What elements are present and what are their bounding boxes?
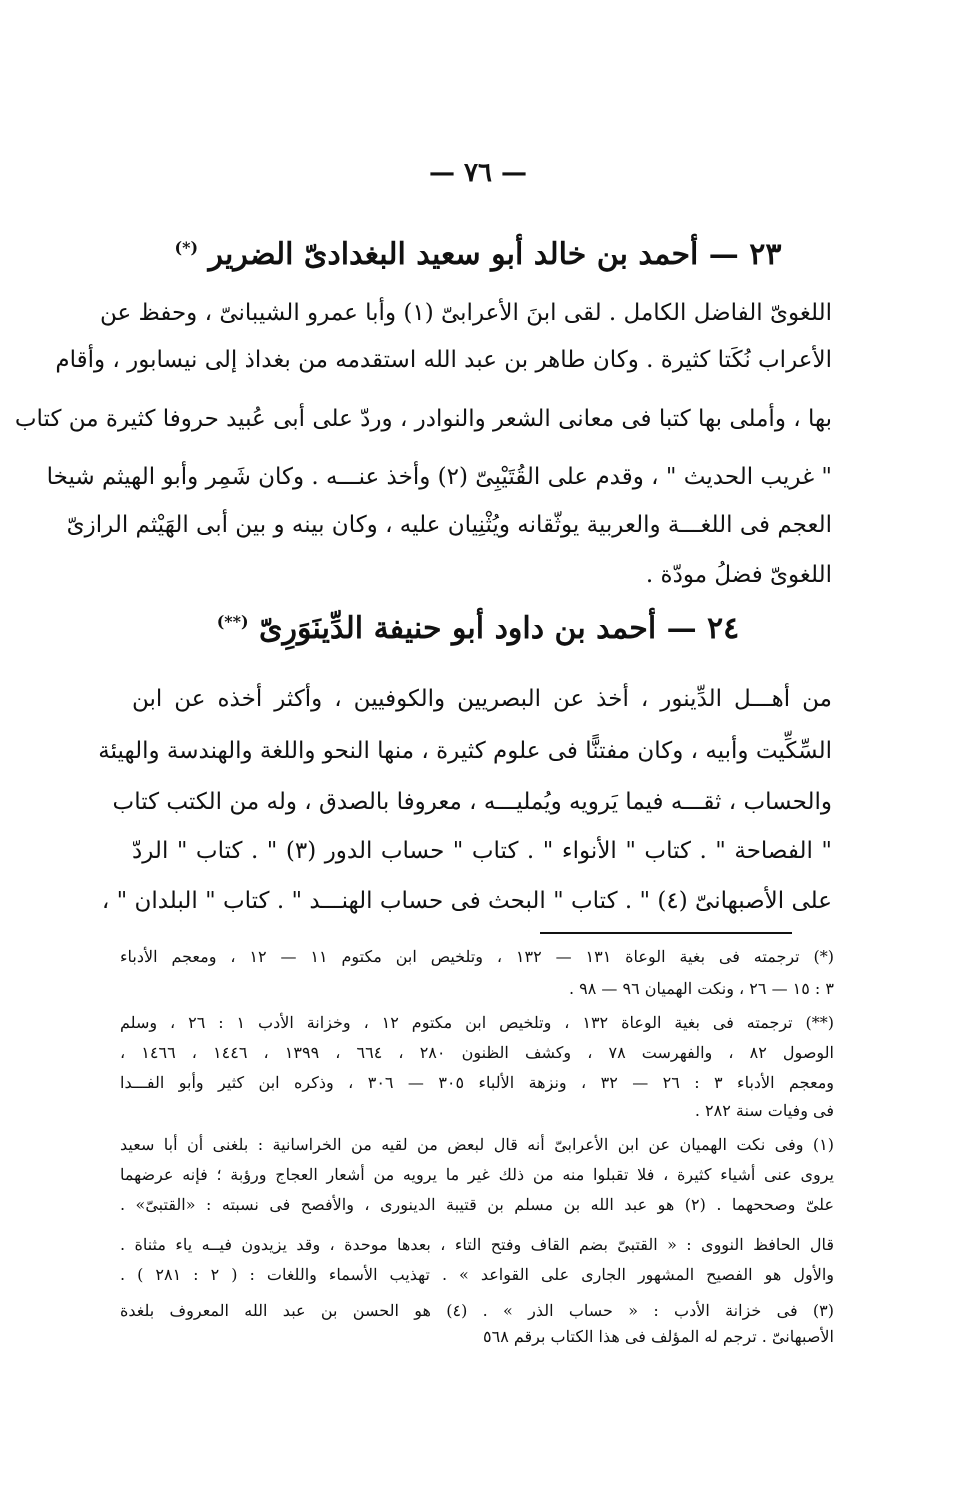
entry-title-24-footnote-mark: (**) [216, 612, 249, 631]
footnote-line: قال الحافظ النووى : « القتبىّ بضم القاف وفتح التاء ، بعدها موحدة ، وقد يزيدون فيــه ياء مثناة . [120, 1235, 834, 1254]
footnote-line: (١) وفى نكت الهميان عن ابن الأعرابىّ أنه قال لبعض من لقيه من الخراسانية : بلغنى أن أبا سعيد [120, 1135, 834, 1154]
entry-title-23-footnote-mark: (*) [174, 238, 199, 257]
footnote-line: علىّ وصححهما . (٢) هو عبد الله بن مسلم بن قتيبة الدينورى ، والأفصح فى نسبته : «القتبىّ» . [120, 1195, 835, 1214]
footnote-line: الأصبهانىّ . ترجم له المؤلف فى هذا الكتاب برقم ٥٦٨ [483, 1327, 834, 1346]
footnote-line: (٣) فى خزانة الأدب : « حساب الذر » . (٤) هو الحسن بن عبد الله المعروف بلغدة [120, 1301, 834, 1320]
entry-24-line: على الأصبهانىّ (٤) " . كتاب " البحث فى حساب الهنـــد " . كتاب " البلدان " ، [101, 888, 832, 914]
entry-23-line: اللغوىّ فضلُ مودّة . [645, 562, 832, 588]
page-number: — ٧٦ — [428, 158, 528, 188]
entry-title-24 [120, 602, 836, 649]
footnote-line: يروى عنى أشياء كثيرة ، فلا تقبلوا منه من ذلك غير ما يرويه من أشعار العجاج ورؤبة ؛ فإنه عرضهما [120, 1165, 835, 1184]
entry-24-line: السِّكِّيت وأبيه ، وكان مفتنًّا فى علوم كثيرة ، منها النحو واللغة والهندسة والهيئة [98, 738, 832, 764]
footnote-line: فى وفيات سنة ٢٨٢ . [694, 1101, 834, 1120]
entry-23-line: " غريب الحديث " ، وقدم على القُتَيْبِىّ (٢) وأخذ عنـــه . وكان شَمِر وأبو الهيثم شيخا [46, 464, 832, 490]
entry-24-line: " الفصاحة " . كتاب " الأنواء " . كتاب " حساب الدور (٣) " . كتاب " الردّ [132, 838, 832, 864]
entry-24-line: من أهـــل الدِّينور ، أخذ عن البصريين والكوفيين ، وأكثر أخذه عن ابن [132, 686, 832, 712]
entry-23-line: بها ، وأملى بها كتبا فى معانى الشعر والنوادر ، وردّ على أبى عُبيد حروفا كثيرة من كتاب [14, 406, 832, 432]
entry-23-line: العجم فى اللغـــة والعربية يوثّقانه ويُثْنِيان عليه ، وكان بينه و بين أبى الهَيْثم الرازىّ [66, 512, 832, 538]
footnote-line: ومعجم الأدباء ٣ : ٢٦ — ٣٢ ، ونزهة الألباء ٣٠٥ — ٣٠٦ ، وذكره ابن كثير وأبو الفـــدا [120, 1073, 835, 1092]
footnote-separator [540, 932, 792, 934]
footnote-line: (**) ترجمته فى بغية الوعاة ١٣٢ ، وتلخيص ابن مكتوم ١٢ ، وخزانة الأدب ١ : ٢٦ ، وسلم [120, 1013, 835, 1032]
entry-title-23-text: ٢٣ — أحمد بن خالد أبو سعيد البغدادىّ الضرير [208, 237, 782, 272]
footnote-line: والأول هو الفصيح المشهور الجارى على القواعد » . تهذيب الأسماء واللغات : ( ٢ : ٢٨١ ) . [120, 1265, 835, 1284]
entry-24-line: والحساب ، ثقـــه فيما يَرويه ويُمليـــه ، معروفا بالصدق ، وله من الكتب كتاب [112, 789, 832, 815]
entry-23-line: الأعراب نُكَتا كثيرة . وكان طاهر بن عبد الله استقدمه من بغداذ إلى نيسابور ، وأقام [55, 347, 832, 373]
entry-23-line: اللغوىّ الفاضل الكامل . لقى ابنَ الأعرابىّ (١) وأبا عمرو الشيبانىّ ، وحفظ عن [99, 300, 832, 326]
entry-title-23 [120, 228, 836, 275]
footnote-line: ٣ : ١٥ — ٢٦ ، ونكت الهميان ٩٦ — ٩٨ . [568, 979, 834, 998]
footnote-line: الوصول ٨٢ ، والفهرست ٧٨ ، وكشف الظنون ٢٨٠ ، ٦٦٤ ، ١٣٩٩ ، ١٤٤٦ ، ١٤٦٦ ، [120, 1043, 834, 1062]
entry-title-24-text: ٢٤ — أحمد بن داود أبو حنيفة الدِّينَوَرِىّ [259, 611, 740, 646]
footnote-line: (*) ترجمته فى بغية الوعاة ١٣١ — ١٣٢ ، وتلخيص ابن مكتوم ١١ — ١٢ ، ومعجم الأدباء [120, 947, 835, 966]
